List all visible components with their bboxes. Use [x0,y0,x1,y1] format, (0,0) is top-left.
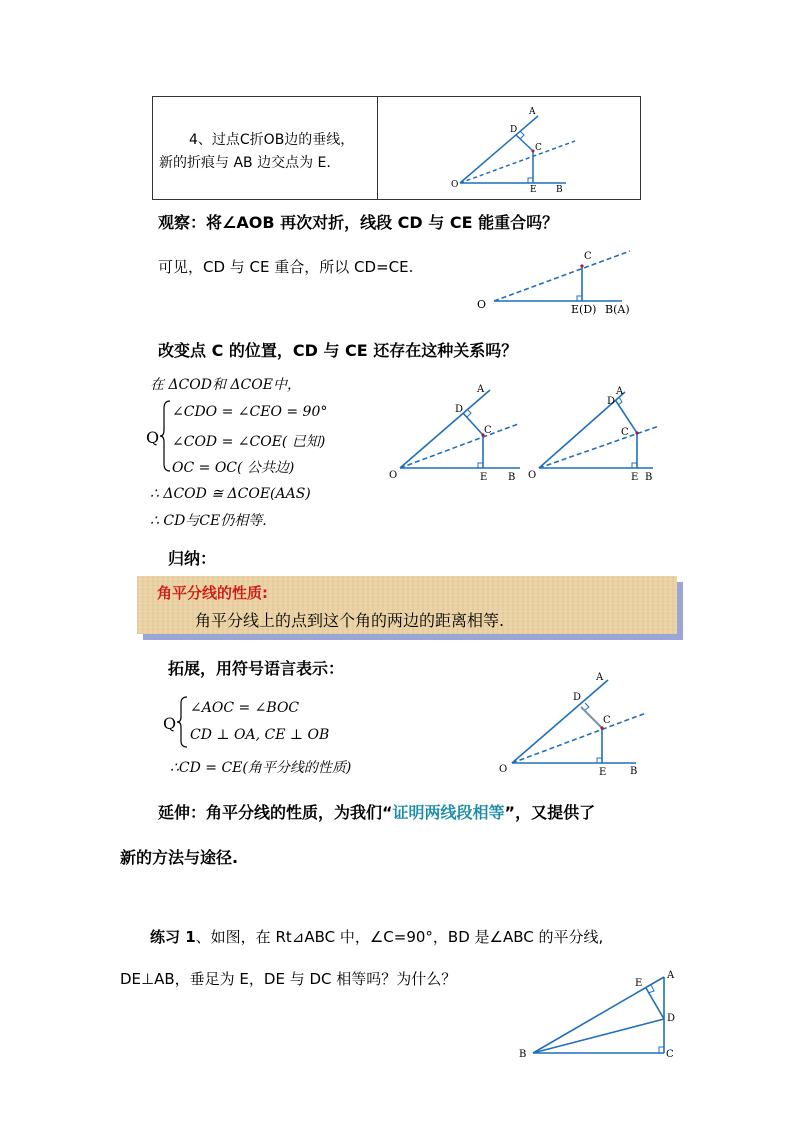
label-O: O [499,764,508,775]
label-A: A [667,970,675,981]
proof-conclusion1: ∴ ΔCOD ≅ ΔCOE(AAS) [150,486,311,502]
exercise-text: 、如图，在 Rt⊿ABC 中，∠C=90°，BD 是∠ABC 的平分线, [195,928,604,946]
proof-brace [160,400,172,472]
label-C: C [666,1049,674,1060]
label-C: C [535,143,542,153]
label-B: B [519,1049,527,1060]
proof-line2: ∠COD = ∠COE( 已知) [172,434,326,450]
exercise-line2: DE⊥AB，垂足为 E，DE 与 DC 相等吗？为什么？ [120,970,457,988]
proof-conclusion2: ∴ CD与CE仍相等. [150,513,267,529]
angle-figure-right [525,380,665,485]
extension-prefix: 延伸：角平分线的性质，为我们“ [158,803,393,822]
label-D: D [667,1013,676,1024]
extend-brace [177,696,189,748]
because-symbol: Q [163,714,177,733]
because-symbol: Q [146,428,160,447]
extend-line2: CD ⊥ OA, CE ⊥ OB [190,727,330,743]
folded-angle-figure [470,246,640,321]
label-B: B [645,472,653,483]
label-B: B [508,472,516,483]
label-D: D [455,404,464,415]
label-A: A [477,384,485,395]
label-B: B [630,766,638,777]
label-E: E [599,767,607,778]
label-B-A: B(A) [605,303,630,316]
summary-label: 归纳： [168,549,217,568]
extension-highlight: 证明两线段相等 [392,803,505,822]
label-A: A [596,672,604,683]
label-C: C [621,427,629,438]
extension-line1 [158,800,595,823]
right-triangle-figure [515,965,690,1065]
angle-figure-extend [490,668,650,780]
extension-line2: 新的方法与途径. [120,848,239,867]
change-heading: 改变点 C 的位置，CD 与 CE 还存在这种关系吗？ [158,341,518,360]
label-O: O [528,470,537,481]
property-banner [137,576,677,634]
table-divider [377,97,378,199]
label-B: B [556,185,563,195]
label-E: E [530,185,537,195]
label-O: O [477,298,487,311]
proof-line1: ∠CDO = ∠CEO = 90° [172,404,328,420]
banner-title: 角平分线的性质: [157,584,268,602]
extend-line1: ∠AOC = ∠BOC [190,700,300,716]
table-step-line2: 新的折痕与 AB 边交点为 E. [159,155,331,171]
label-D: D [573,692,582,703]
label-D: D [607,396,616,407]
extend-conclusion: ∴CD = CE(角平分线的性质) [170,760,352,776]
angle-figure-left [380,380,530,485]
label-A: A [529,107,536,117]
banner-text: 角平分线上的点到这个角的两边的距离相等. [195,611,505,630]
label-O: O [389,470,398,481]
label-E: E [631,472,639,483]
table-angle-figure [440,100,590,200]
label-A: A [616,386,624,397]
label-C: C [584,251,592,262]
exercise-label: 练习 1 [150,928,196,946]
label-C: C [603,715,611,726]
label-C: C [484,425,492,436]
label-E-D: E(D) [571,303,597,316]
observe-answer: 可见，CD 与 CE 重合，所以 CD=CE. [158,258,414,276]
label-D: D [510,125,518,135]
observe-heading: 观察：将∠AOB 再次对折，线段 CD 与 CE 能重合吗？ [158,213,559,232]
exercise-line1 [150,926,603,947]
proof-intro: 在 ΔCOD和 ΔCOE中， [150,377,301,393]
table-step-line1: 4、过点C折OB边的垂线， [189,132,355,148]
extend-label: 拓展，用符号语言表示： [168,659,345,678]
extension-suffix: ”，又提供了 [504,803,596,822]
label-E: E [480,472,488,483]
label-E: E [635,978,643,989]
proof-line3: OC = OC( 公共边) [172,460,295,476]
label-O: O [451,180,459,190]
